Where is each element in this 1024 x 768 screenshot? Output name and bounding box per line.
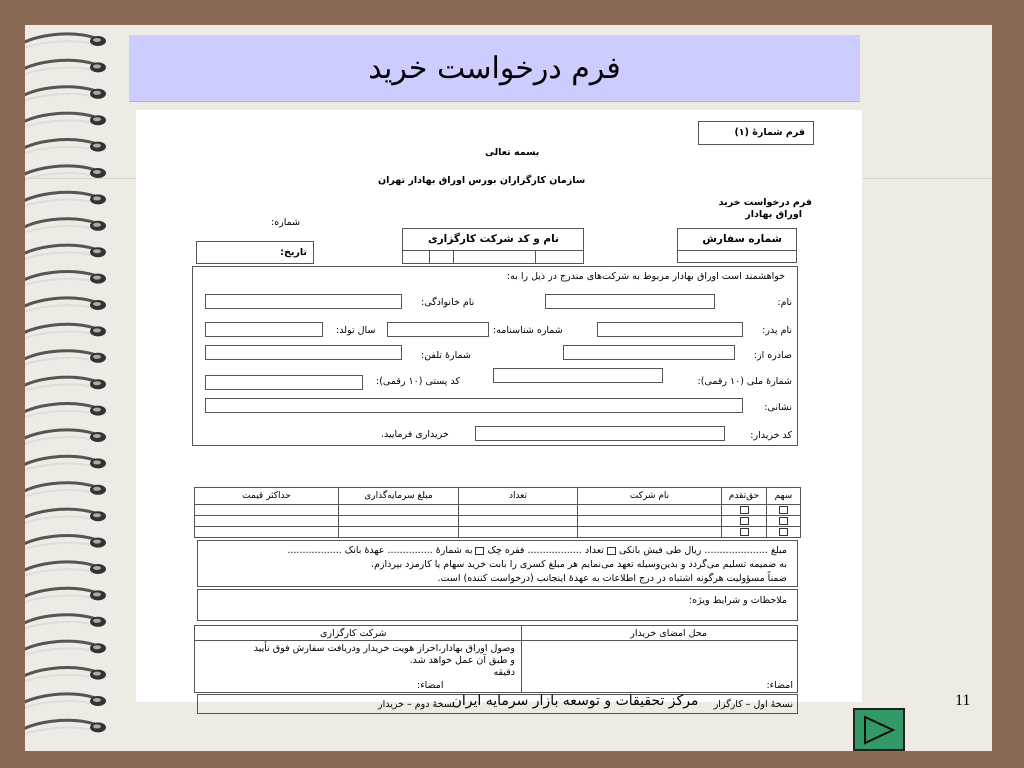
- priority-checkbox[interactable]: [740, 506, 749, 514]
- table-row: [195, 505, 801, 516]
- spiral-binding-icon: [25, 25, 130, 751]
- next-slide-button[interactable]: [853, 708, 905, 751]
- payment-line-2: به ضمیمه تسلیم می‌گردد و بدین‌وسیله تعهد می‌نمایم هر مبلغ کسری را بابت خرید سهام یا کارمزد بپردازم.: [370, 559, 787, 570]
- broker-signature[interactable]: امضاء:: [417, 680, 444, 691]
- id-field[interactable]: [387, 322, 489, 337]
- slide-title: فرم درخواست خرید: [129, 35, 860, 102]
- table-header-row: [195, 488, 801, 505]
- buyer-signature[interactable]: امضاء:: [766, 680, 793, 691]
- organization-name: سازمان کارگزاران بورس اوراق بهادار تهران: [378, 175, 586, 186]
- check-checkbox[interactable]: [475, 547, 484, 555]
- priority-checkbox[interactable]: [740, 517, 749, 525]
- page-number: 11: [955, 692, 971, 709]
- share-checkbox[interactable]: [779, 528, 788, 536]
- issued-field[interactable]: [563, 345, 735, 360]
- shares-table: [194, 487, 801, 538]
- form-number-box: [698, 121, 814, 145]
- footer-text: مرکز تحقیقات و توسعه بازار سرمایه ایران: [451, 693, 699, 709]
- col-company: نام شرکت: [578, 488, 722, 505]
- buyer-code-field[interactable]: [475, 426, 725, 441]
- table-row: [195, 516, 801, 527]
- broker-label: نام و کد شرکت کارگزاری: [428, 233, 559, 245]
- payment-line-3: ضمناً مسؤولیت هرگونه اشتباه در درج اطلاعات به عهدهٔ اینجانب (درخواست کننده) است.: [437, 573, 787, 584]
- father-field[interactable]: [597, 322, 743, 337]
- national-id-label: شمارهٔ ملی (۱۰ رقمی):: [697, 376, 792, 387]
- intro-text: خواهشمند است اوراق بهادار مربوط به شرکت‌های مندرج در ذیل را به:: [506, 271, 785, 282]
- phone-label: شمارهٔ تلفن:: [421, 350, 471, 361]
- col-priority: حق‌تقدم: [722, 488, 767, 505]
- deposit-checkbox[interactable]: [607, 547, 616, 555]
- address-label: نشانی:: [764, 402, 792, 413]
- col-count: تعداد: [459, 488, 578, 505]
- col-share: سهم: [767, 488, 801, 505]
- broker-text-3: دقیقه: [493, 667, 515, 678]
- notes-label: ملاحظات و شرایط ویژه:: [688, 595, 787, 606]
- address-field[interactable]: [205, 398, 743, 413]
- payment-section: [197, 540, 798, 587]
- buyer-code-label: کد خریدار:: [750, 430, 792, 441]
- broker-text-1: وصول اوراق بهادار،احراز هویت خریدار ودریافت سفارش فوق تأیید: [253, 643, 515, 654]
- name-label: نام:: [777, 297, 792, 308]
- broker-code-box[interactable]: [402, 228, 584, 264]
- id-label: شماره شناسنامه:: [493, 325, 563, 336]
- date-label: تاریخ:: [280, 247, 307, 258]
- copy-two: نسخهٔ دوم – خریدار: [378, 699, 455, 710]
- phone-field[interactable]: [205, 345, 402, 360]
- copy-one: نسخهٔ اول – کارگزار: [713, 699, 793, 710]
- broker-text-2: و طبق آن عمل خواهد شد.: [409, 655, 515, 666]
- broker-header: شرکت کارگزاری: [320, 628, 387, 639]
- bismillah: بسمه تعالی: [485, 147, 540, 158]
- payment-line-1: مبلغ ..................... ریال طی فیش بانکیتعداد .................. فقره چکبه شمارهٔ ............... عهدهٔ بانک ..................: [287, 545, 787, 556]
- col-amount: مبلغ سرمایه‌گذاری: [339, 488, 459, 505]
- form-number: فرم شمارهٔ (۱): [734, 127, 805, 138]
- play-triangle-icon: [862, 715, 896, 745]
- national-id-field[interactable]: [493, 368, 663, 383]
- birth-field[interactable]: [205, 322, 323, 337]
- birth-label: سال تولد:: [336, 325, 376, 336]
- number-label: شماره:: [271, 217, 301, 228]
- postal-code-label: کد پستی (۱۰ رقمی):: [376, 376, 460, 387]
- purchase-request-form: [136, 110, 862, 710]
- order-number-box[interactable]: [677, 228, 797, 263]
- family-label: نام خانوادگی:: [421, 297, 475, 308]
- name-field[interactable]: [545, 294, 715, 309]
- father-label: نام پدر:: [762, 325, 792, 336]
- family-field[interactable]: [205, 294, 402, 309]
- issued-label: صادره از:: [753, 350, 792, 361]
- buyer-sign-header: محل امضای خریدار: [630, 628, 707, 639]
- postal-code-field[interactable]: [205, 375, 363, 390]
- personal-info-section: [192, 266, 798, 446]
- table-row: [195, 527, 801, 538]
- date-box[interactable]: [196, 241, 314, 264]
- share-checkbox[interactable]: [779, 517, 788, 525]
- notes-box[interactable]: [197, 589, 798, 621]
- slide-page: [25, 25, 992, 751]
- share-checkbox[interactable]: [779, 506, 788, 514]
- form-title-line-1: فرم درخواست خرید: [718, 197, 812, 208]
- priority-checkbox[interactable]: [740, 528, 749, 536]
- signature-section: [194, 625, 798, 693]
- order-label: شماره سفارش: [702, 233, 782, 245]
- col-max-price: حداکثر قیمت: [195, 488, 339, 505]
- purchase-text: خریداری فرمایید.: [381, 429, 449, 440]
- form-title-line-2: اوراق بهادار: [745, 209, 802, 220]
